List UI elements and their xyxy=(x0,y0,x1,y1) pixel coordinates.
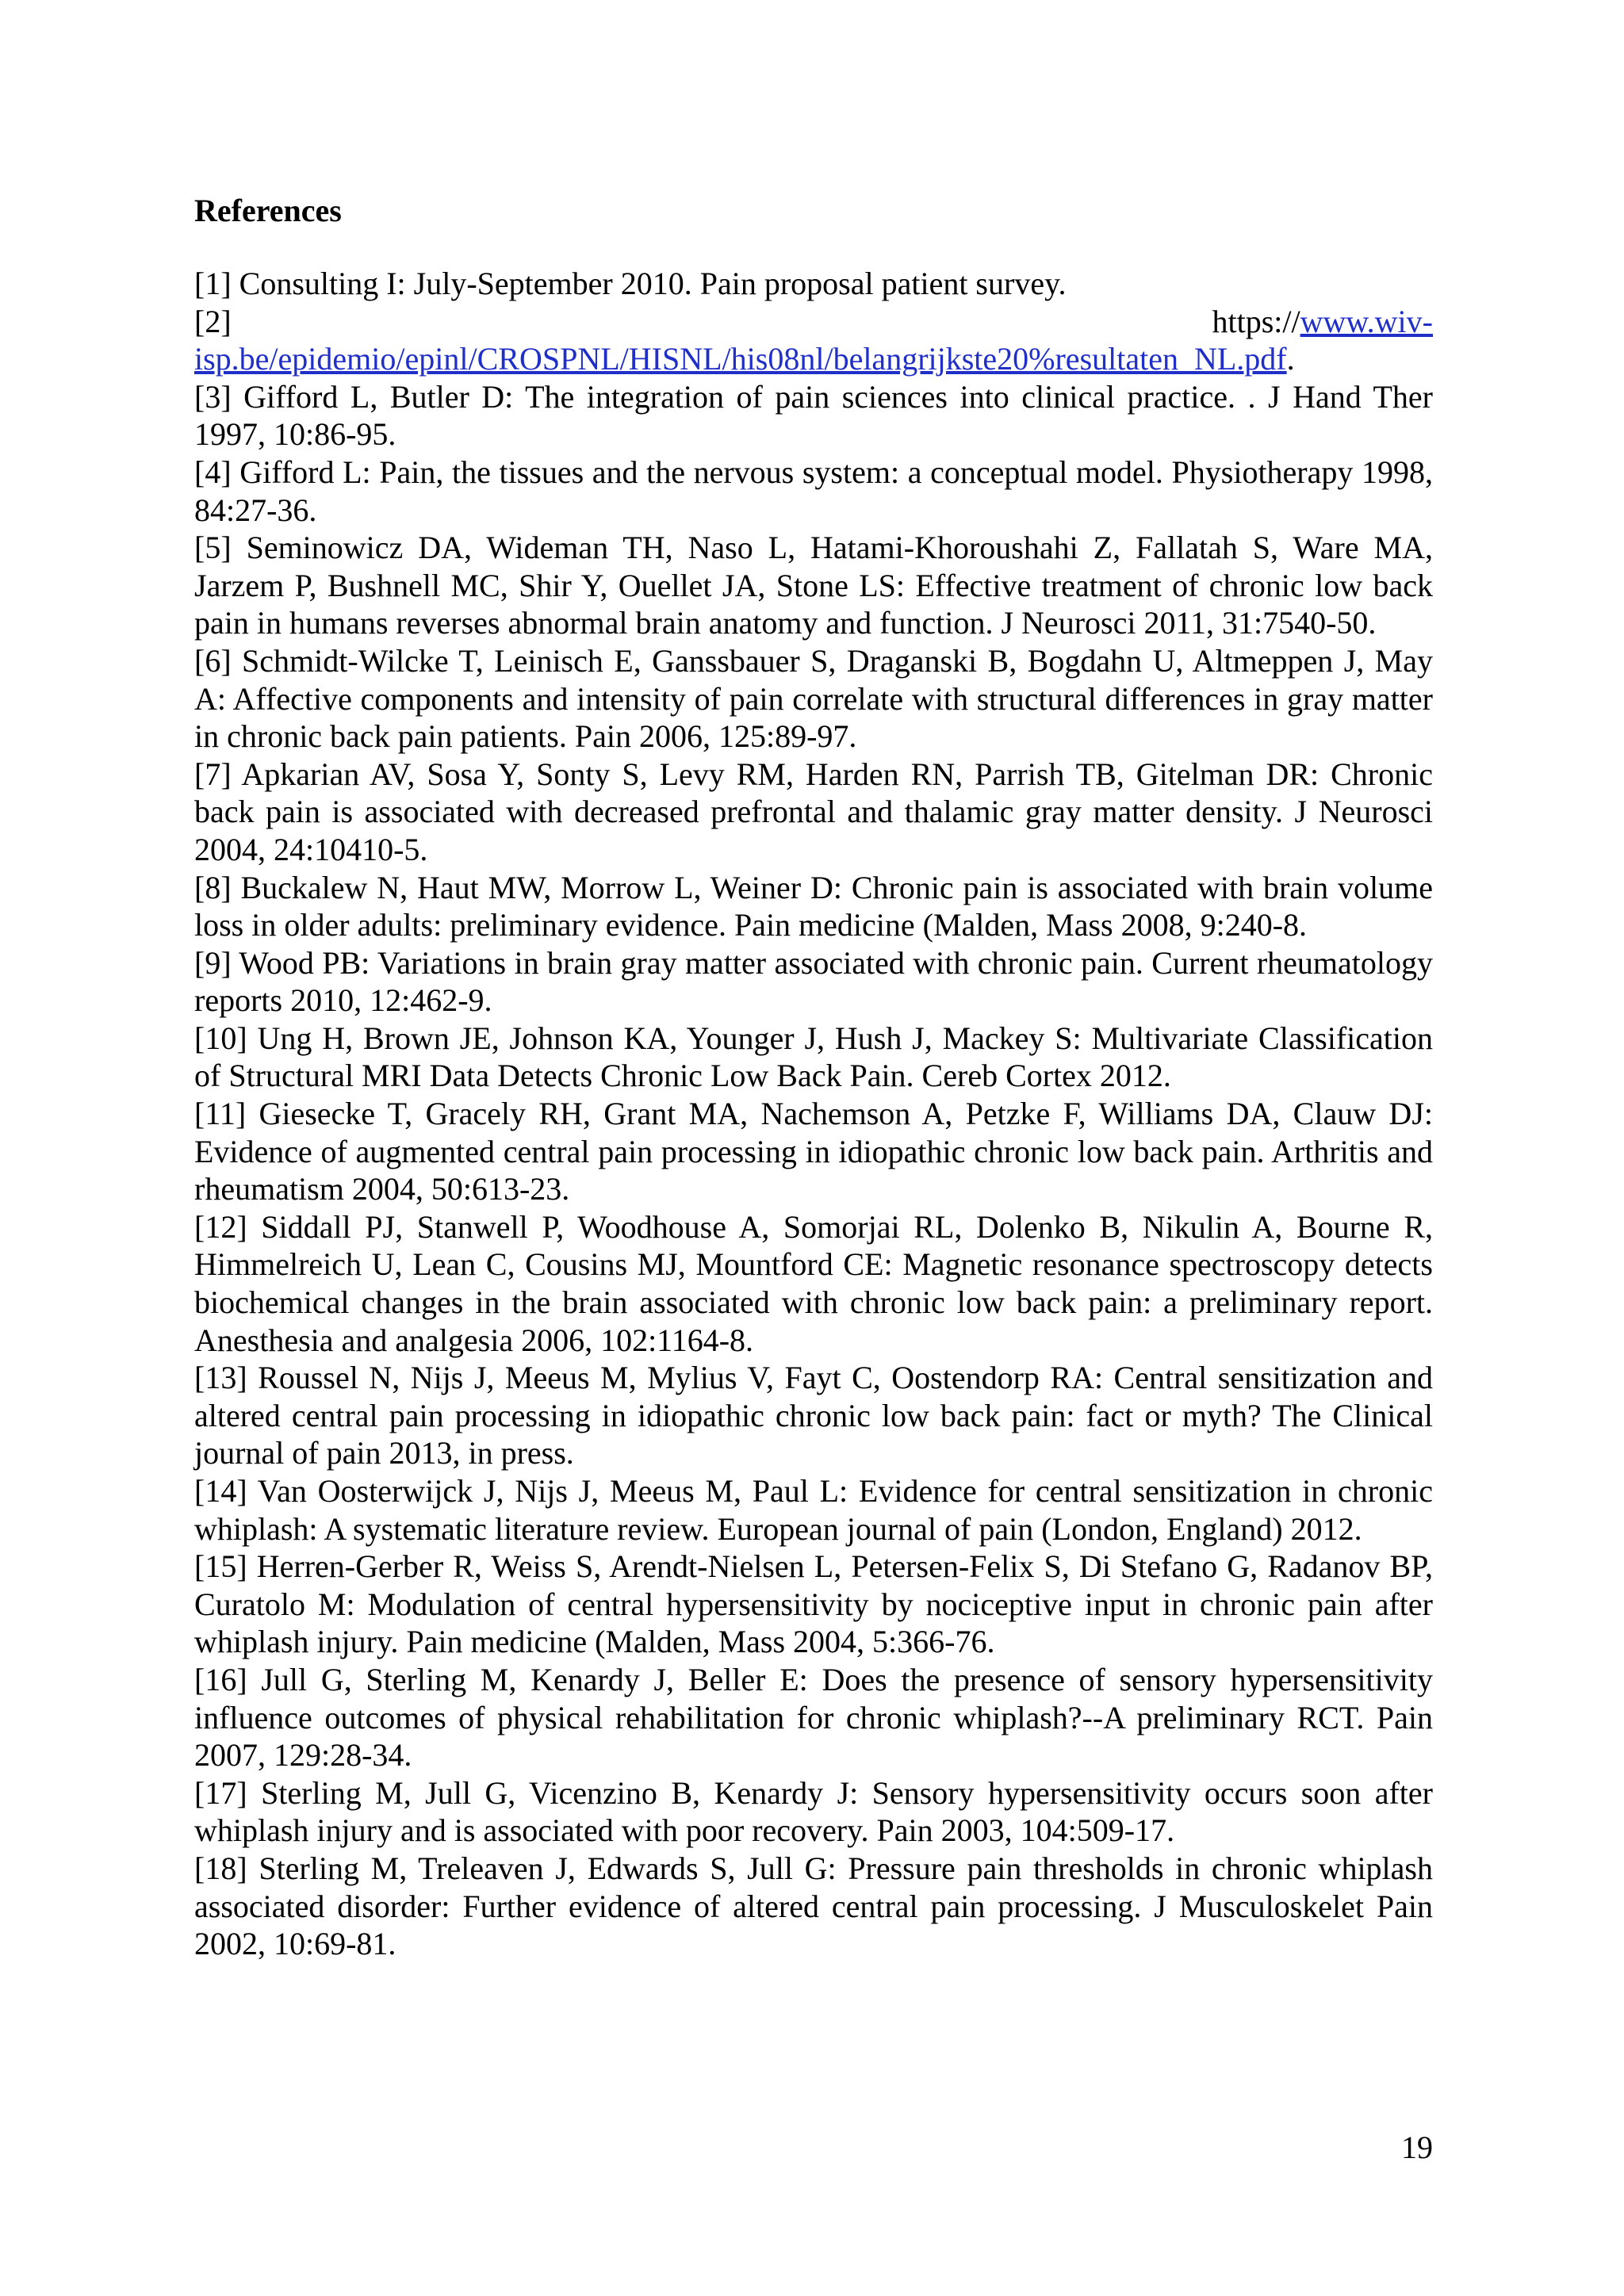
reference-item-17: [17] Sterling M, Jull G, Vicenzino B, Kenardy J: Sensory hypersensitivity occurs soon after whiplash injury and is associated with poor recovery. Pain 2003, 104:509-17. xyxy=(194,1774,1433,1849)
reference-item-8: [8] Buckalew N, Haut MW, Morrow L, Weiner D: Chronic pain is associated with brain volume loss in older adults: preliminary evidence. Pain medicine (Malden, Mass 2008, 9:240-8. xyxy=(194,869,1433,943)
reference-item-4: [4] Gifford L: Pain, the tissues and the nervous system: a conceptual model. Physiotherapy 1998, 84:27-36. xyxy=(194,453,1433,528)
reference-2-link-part2[interactable]: isp.be/epidemio/epinl/CROSPNL/HISNL/his08nl/belangrijkste20%resultaten_NL.pdf xyxy=(194,341,1287,377)
references-heading: References xyxy=(194,193,342,228)
reference-item-7: [7] Apkarian AV, Sosa Y, Sonty S, Levy RM, Harden RN, Parrish TB, Gitelman DR: Chronic back pain is associated with decreased prefrontal and thalamic gray matter density. J Neurosci 2004, 24:10410-5. xyxy=(194,756,1433,867)
reference-2-label: [2] xyxy=(194,303,232,339)
reference-2-link-part1[interactable]: www.wiv- xyxy=(1300,303,1433,339)
reference-item-15: [15] Herren-Gerber R, Weiss S, Arendt-Nielsen L, Petersen-Felix S, Di Stefano G, Radanov BP, Curatolo M: Modulation of central hypersensitivity by nociceptive input in chronic pain after whiplash injury. Pain medicine (Malden, Mass 2004, 5:366-76. xyxy=(194,1548,1433,1660)
reference-2-prefix: https:// xyxy=(1212,303,1300,339)
reference-item-1: [1] Consulting I: July-September 2010. Pain proposal patient survey. xyxy=(194,266,1067,301)
reference-item-5: [5] Seminowicz DA, Wideman TH, Naso L, Hatami-Khoroushahi Z, Fallatah S, Ware MA, Jarzem P, Bushnell MC, Shir Y, Ouellet JA, Stone LS: Effective treatment of chronic low back pain in humans reverses abnormal brain anatomy and function. J Neurosci 2011, 31:7540-50. xyxy=(194,530,1433,641)
reference-2-suffix: . xyxy=(1286,341,1295,377)
page-number: 19 xyxy=(1401,2130,1433,2165)
reference-item-2 xyxy=(194,303,1433,341)
reference-item-14: [14] Van Oosterwijck J, Nijs J, Meeus M, Paul L: Evidence for central sensitization in chronic whiplash: A systematic literature review. European journal of pain (London, England) 2012. xyxy=(194,1473,1433,1547)
reference-item-13: [13] Roussel N, Nijs J, Meeus M, Mylius V, Fayt C, Oostendorp RA: Central sensitization and altered central pain processing in idiopathic chronic low back pain: fact or myth? The Clinical journal of pain 2013, in press. xyxy=(194,1360,1433,1471)
reference-item-16: [16] Jull G, Sterling M, Kenardy J, Beller E: Does the presence of sensory hypersensitivity influence outcomes of physical rehabilitation for chronic whiplash?--A preliminary RCT. Pain 2007, 129:28-34. xyxy=(194,1661,1433,1774)
reference-item-9: [9] Wood PB: Variations in brain gray matter associated with chronic pain. Current rheumatology reports 2010, 12:462-9. xyxy=(194,944,1433,1019)
reference-item-10: [10] Ung H, Brown JE, Johnson KA, Younger J, Hush J, Mackey S: Multivariate Classification of Structural MRI Data Detects Chronic Low Back Pain. Cereb Cortex 2012. xyxy=(194,1020,1433,1094)
reference-item-3: [3] Gifford L, Butler D: The integration of pain sciences into clinical practice. . J Hand Ther 1997, 10:86-95. xyxy=(194,378,1433,453)
reference-list xyxy=(194,265,1433,1963)
reference-item-18: [18] Sterling M, Treleaven J, Edwards S, Jull G: Pressure pain thresholds in chronic whiplash associated disorder: Further evidence of altered central pain processing. J Musculoskelet Pain 2002, 10:69-81. xyxy=(194,1850,1433,1962)
reference-item-12: [12] Siddall PJ, Stanwell P, Woodhouse A, Somorjai RL, Dolenko B, Nikulin A, Bourne R, Himmelreich U, Lean C, Cousins MJ, Mountford CE: Magnetic resonance spectroscopy detects biochemical changes in the brain associated with chronic low back pain: a preliminary report. Anesthesia and analgesia 2006, 102:1164-8. xyxy=(194,1208,1433,1358)
reference-item-2-continued xyxy=(194,340,1433,378)
reference-item-6: [6] Schmidt-Wilcke T, Leinisch E, Ganssbauer S, Draganski B, Bogdahn U, Altmeppen J, May A: Affective components and intensity of pain correlate with structural differences in gray matter in chronic back pain patients. Pain 2006, 125:89-97. xyxy=(194,642,1433,755)
reference-item-11: [11] Giesecke T, Gracely RH, Grant MA, Nachemson A, Petzke F, Williams DA, Clauw DJ: Evidence of augmented central pain processing in idiopathic chronic low back pain. Arthritis and rheumatism 2004, 50:613-23. xyxy=(194,1096,1433,1207)
